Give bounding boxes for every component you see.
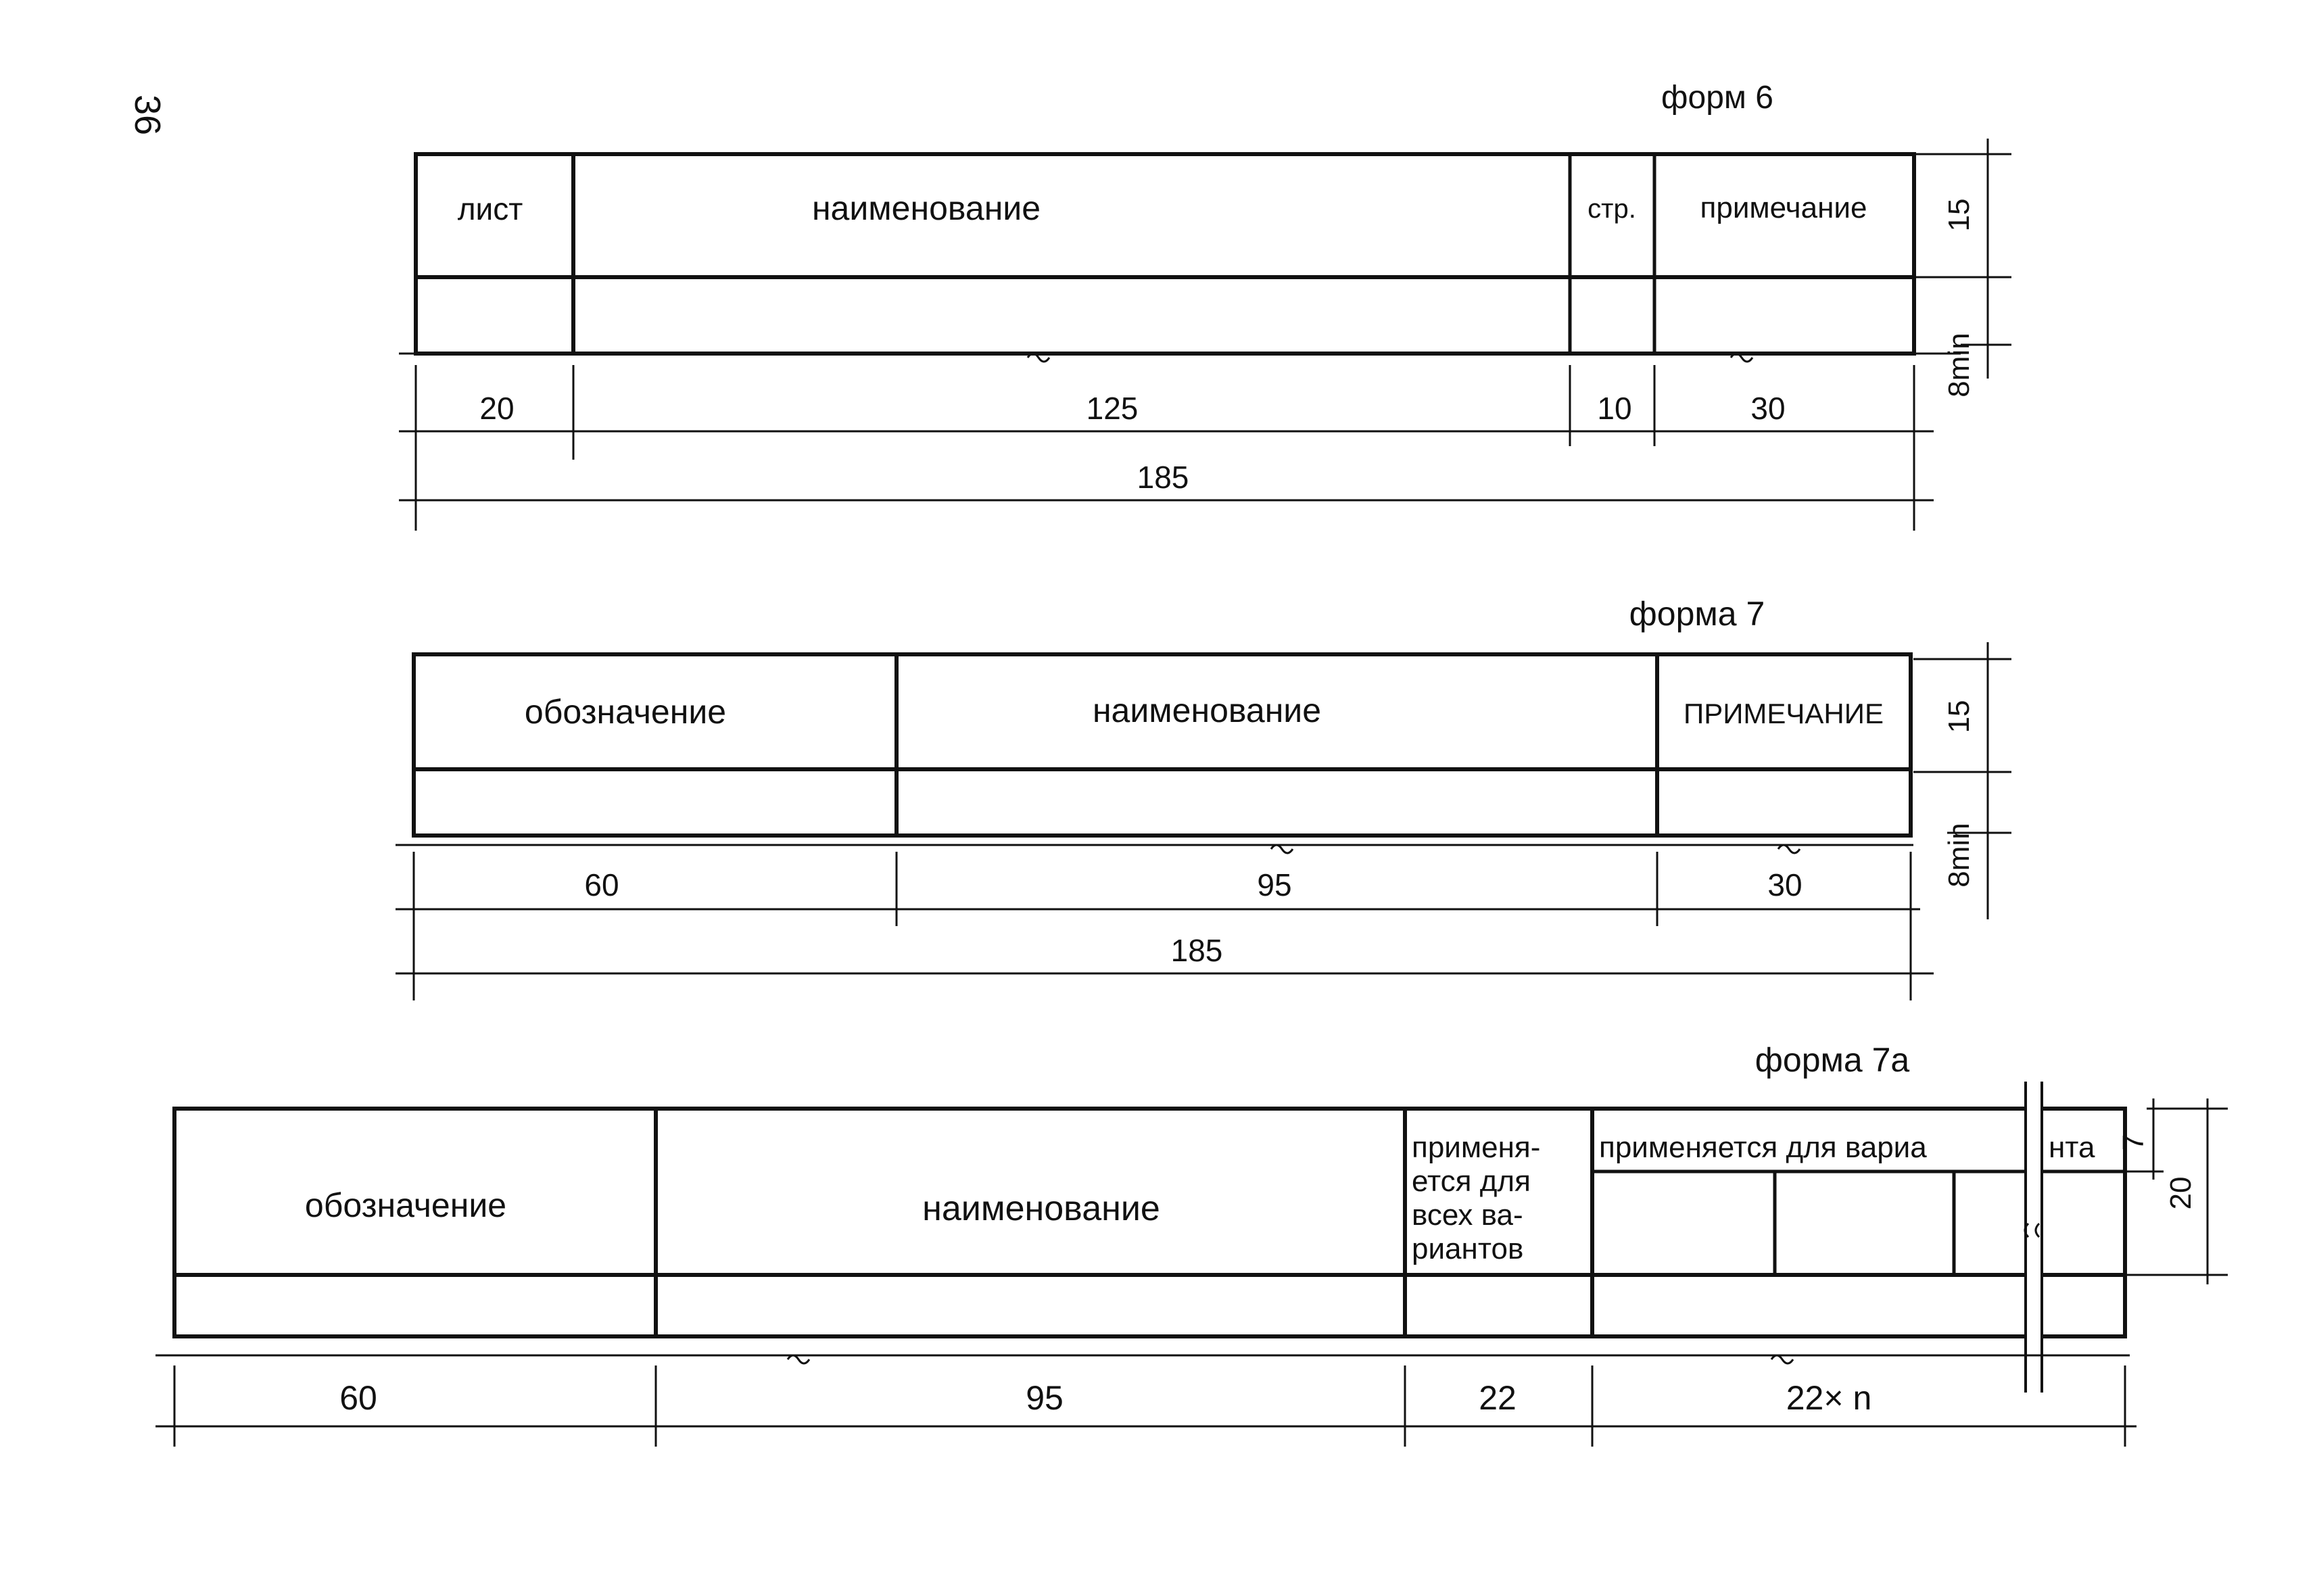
form-7-header-name: наименование xyxy=(1092,692,1322,729)
form-7a-all-variants-line-4: риантов xyxy=(1412,1232,1524,1265)
form-7-width-designation: 60 xyxy=(584,867,619,902)
form-7a-width-designation: 60 xyxy=(339,1379,377,1417)
form-7a-header-height: 20 xyxy=(2164,1176,2197,1210)
form-6-width-sheet: 20 xyxy=(479,391,515,426)
form-6-row-height: 8min xyxy=(1942,333,1976,397)
form-7a-variant-header-left: применяется для вариа xyxy=(1599,1131,1927,1164)
form-6-total-width: 185 xyxy=(1137,460,1189,495)
form-6-header-sheet: лист xyxy=(457,191,523,226)
form-6-width-name: 125 xyxy=(1086,391,1139,426)
form-6-title: форм 6 xyxy=(1661,80,1773,116)
form-7-total-width: 185 xyxy=(1170,933,1223,968)
form-6 xyxy=(399,80,2011,531)
form-6-header-note: примечание xyxy=(1700,191,1867,224)
form-7-header-height: 15 xyxy=(1942,700,1976,733)
form-6-width-note: 30 xyxy=(1750,391,1786,426)
form-7a-all-variants-line-3: всех ва- xyxy=(1412,1199,1523,1232)
form-6-header-page: стр. xyxy=(1588,194,1636,224)
form-7a-width-variants: 22× n xyxy=(1786,1379,1872,1417)
form-6-header-name: наименование xyxy=(811,189,1041,227)
form-7a-width-name: 95 xyxy=(1026,1379,1064,1417)
form-7a-width-all-variants: 22 xyxy=(1479,1379,1517,1417)
form-7-width-name: 95 xyxy=(1257,867,1292,902)
form-7a-all-variants-line-2: ется для xyxy=(1412,1165,1531,1198)
form-7-title: форма 7 xyxy=(1629,595,1765,633)
form-7a-sub-height: 7 xyxy=(2117,1134,2150,1151)
form-6-header-height: 15 xyxy=(1942,198,1976,232)
form-6-width-page: 10 xyxy=(1597,391,1632,426)
form-7-width-note: 30 xyxy=(1767,867,1803,902)
form-7-row-height: 8min xyxy=(1942,823,1976,888)
form-7a-header-designation: обозначение xyxy=(304,1186,507,1224)
form-7 xyxy=(396,595,2011,1000)
form-7a-header-name: наименование xyxy=(922,1189,1160,1228)
form-7a-all-variants-line-1: применя- xyxy=(1412,1131,1541,1164)
form-7-header-note: ПРИМЕЧАНИЕ xyxy=(1684,698,1884,729)
form-7a-title: форма 7а xyxy=(1755,1041,1910,1079)
form-7a xyxy=(156,1041,2228,1447)
page-number: 36 xyxy=(127,94,168,136)
form-7a-variant-header-right: нта xyxy=(2049,1131,2095,1164)
form-7-header-designation: обозначение xyxy=(524,693,727,731)
